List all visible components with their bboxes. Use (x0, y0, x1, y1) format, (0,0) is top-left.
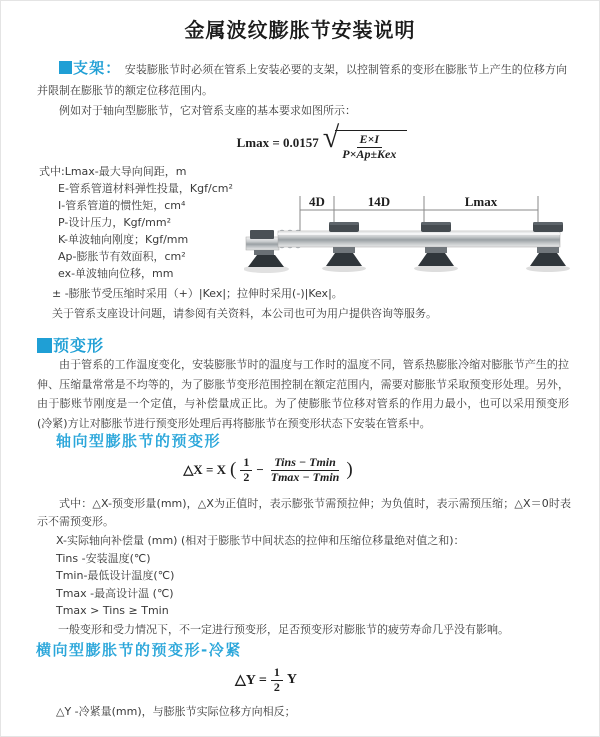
definition-line: 关于管系支座设计问题，请参阅有关资料，本公司也可为用户提供咨询等服务。 (52, 307, 437, 320)
pipe-support-diagram (244, 191, 600, 287)
page-title: 金属波纹膨胀节安装说明 (184, 18, 416, 42)
list-item: Tmin-最低设计温度(℃) (56, 569, 175, 582)
half-fraction (271, 666, 283, 695)
transverse-preform-heading: 横向型膨胀节的预变形-冷紧 (36, 641, 242, 659)
dimension-label-14d: 14D (367, 194, 391, 209)
axial-formula-note: 式中：△X-预变形量(mm)，△X为正值时，表示膨张节需预拉伸；为负值时，表示需预压缩；△X＝0时表示不需预变形。 (37, 497, 571, 528)
list-item: Tmax > Tins ≥ Tmin (56, 604, 169, 617)
fraction-denominator: 2 (243, 469, 250, 484)
section-square-icon (37, 338, 52, 353)
definition-line: 式中:Lmax-最大导向间距，m (39, 165, 187, 178)
definition-line: P-设计压力，Kgf/mm² (58, 216, 171, 229)
formula-rhs: Y (286, 672, 297, 688)
definition-line: K-单波轴向刚度；Kgf/mm (58, 233, 189, 246)
list-item: Tins -安装温度(℃) (56, 551, 151, 565)
temperature-fraction (268, 456, 343, 485)
definition-line: Ap-膨胀节有效面积，cm² (58, 250, 186, 263)
formula-denominator: P×Ap±Kex (342, 146, 397, 161)
radicand (335, 130, 407, 162)
half-fraction (240, 456, 252, 485)
guide-spacing-formula (23, 121, 600, 162)
support-example-text: 例如对于轴向型膨胀节，它对管系支座的基本要求如图所示： (59, 104, 356, 117)
definition-line: ex-单波轴向位移，mm (58, 267, 174, 280)
support-shadow (322, 265, 366, 272)
transverse-formula-note: △Y -冷紧量(mm)，与膨胀节实际位移方向相反； (56, 705, 296, 718)
preform-heading-text: 预变形 (53, 336, 105, 355)
support-paragraph (37, 58, 567, 101)
pipe-diagram-svg (244, 191, 600, 287)
fraction-denominator: Tmax − Tmin (270, 469, 340, 484)
fraction-numerator: 1 (271, 666, 283, 681)
support-shadow (526, 265, 570, 272)
radical-sign-icon: √ (322, 121, 340, 154)
section-square-icon (59, 61, 72, 74)
axial-preform-formula (0, 456, 567, 485)
close-paren: ) (346, 459, 353, 481)
formula-numerator: E×I (357, 133, 383, 148)
definition-line: E-管系管道材料弹性投量，Kgf/cm² (58, 182, 233, 195)
formula-lhs: Lmax = 0.0157 (236, 135, 319, 151)
support-section-heading: 支架： (73, 59, 122, 77)
definition-line: I-管系管道的惯性矩，cm⁴ (58, 199, 186, 212)
support-intro-text: 安装膨胀节时必须在管系上安装必要的支架，以控制管系的变形在膨胀节上产生的位移方向并限制在膨胀节的额定位移范围内。 (37, 63, 567, 97)
preform-body-text: 由于管系的工作温度变化，安装膨胀节时的温度与工作时的温度不同，管系热膨胀冷缩对膨胀节产生的拉伸、压缩量常常是不均等的，为了膨胀节变形范围控制在额定范围内，需要对膨胀节采取预变形处理。另外，由于膨账节刚度是一个定值，与补偿量成正比。为了使膨胀节位移对管系的作用力最小，也可以采用预变形(冷紧)方让对膨胀节进行预变形处理后再将膨胀节在预变形状态下安装在管系中。 (37, 358, 569, 430)
open-paren: ( (230, 459, 237, 481)
fraction-numerator: Tins − Tmin (271, 456, 339, 471)
square-root (322, 121, 408, 162)
formula-fraction (339, 133, 399, 162)
support-shadow (414, 265, 458, 272)
fraction-denominator: 2 (273, 679, 280, 694)
formula-lhs: △Y = (235, 672, 267, 688)
formula-lhs: △X = X (183, 462, 226, 478)
cold-tightening-formula (0, 666, 565, 695)
preform-section-heading (37, 333, 104, 356)
fraction-numerator: 1 (240, 456, 252, 471)
axial-parameter-list (56, 532, 509, 638)
definition-line: ± -膨胀节受压缩时采用（+）|Kex|；拉伸时采用(-)|Kex|。 (52, 287, 343, 300)
axial-preform-heading: 轴向型膨胀节的预变形 (56, 432, 222, 450)
dimension-label-lmax: Lmax (464, 194, 498, 209)
list-item: Tmax -最高设计温 (℃) (56, 586, 174, 600)
pipe-highlight (278, 233, 560, 235)
minus-sign: − (256, 462, 264, 478)
list-item: X-实际轴向补偿量 (mm) (相对于膨胀节中间状态的拉伸和压缩位移量绝对值之和)： (56, 534, 465, 547)
list-item: 一般变形和受力情况下，不一定进行预变形，足否预变形对膨胀节的疲劳寿命几乎没有影响。 (58, 622, 509, 636)
dimension-label-4d: 4D (309, 194, 325, 209)
